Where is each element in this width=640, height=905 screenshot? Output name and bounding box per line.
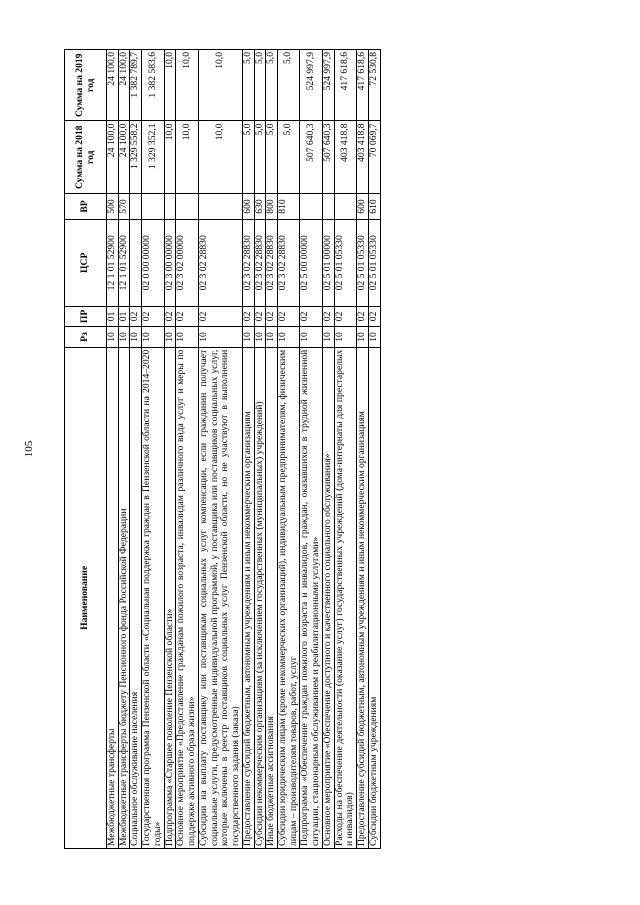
cell-sum-2018: 70 069,7	[368, 121, 380, 194]
cell-sum-2019: 10,0	[198, 50, 242, 122]
cell-sum-2019: 24 100,0	[107, 50, 119, 122]
cell-pr: 02	[334, 306, 356, 327]
cell-vr	[334, 194, 356, 220]
cell-pr: 02	[278, 306, 300, 327]
cell-sum-2019: 5,0	[278, 50, 300, 122]
table-row	[118, 50, 130, 849]
cell-vr: 570	[118, 194, 130, 220]
cell-name: Подпрограмма «Старшее поколение Пензенской области»	[164, 347, 176, 848]
cell-sum-2019: 10,0	[164, 50, 176, 122]
cell-rz: 10	[107, 327, 119, 348]
cell-name: Иные бюджетные ассигнования	[266, 347, 278, 848]
cell-rz: 10	[164, 327, 176, 348]
table-row	[107, 50, 119, 849]
cell-sum-2018: 5,0	[242, 121, 254, 194]
cell-csr: 02 3 02 28830	[266, 220, 278, 307]
cell-csr: 02 3 02 28830	[254, 220, 266, 307]
cell-sum-2019: 524 997,9	[322, 50, 334, 122]
cell-csr: 02 3 00 00000	[164, 220, 176, 307]
cell-csr: 02 0 00 00000	[142, 220, 164, 307]
table-row	[164, 50, 176, 849]
cell-rz: 10	[357, 327, 369, 348]
page-number: 105	[23, 440, 35, 458]
header-name: Наименование	[65, 347, 107, 848]
cell-vr: 800	[266, 194, 278, 220]
cell-sum-2019: 417 618,6	[334, 50, 356, 122]
cell-name: Межбюджетные трансферты бюджету Пенсионного фонда Российской Федерации	[118, 347, 130, 848]
cell-sum-2018: 403 418,8	[357, 121, 369, 194]
cell-vr	[322, 194, 334, 220]
cell-sum-2019: 24 100,0	[118, 50, 130, 122]
table-row	[176, 50, 198, 849]
cell-vr	[300, 194, 322, 220]
cell-vr	[130, 194, 142, 220]
cell-name: Межбюджетные трансферты	[107, 347, 119, 848]
cell-name: Социальное обслуживание населения	[130, 347, 142, 848]
cell-sum-2018: 1 329 558,2	[130, 121, 142, 194]
header-csr: ЦСР	[65, 220, 107, 307]
table-row	[368, 50, 380, 849]
cell-vr: 600	[242, 194, 254, 220]
cell-vr: 810	[278, 194, 300, 220]
cell-sum-2018: 5,0	[266, 121, 278, 194]
cell-name: Подпрограмма «Обеспечение граждан пожилого возраста и инвалидов, граждан, оказавшихся в трудной жизненной ситуации, стационарным обслуживанием и реабилитационными услугами»	[300, 347, 322, 848]
cell-sum-2018: 5,0	[278, 121, 300, 194]
header-sum-2019: Сумма на 2019 год	[65, 50, 107, 122]
cell-pr: 02	[368, 306, 380, 327]
cell-csr: 12 1 01 52900	[107, 220, 119, 307]
cell-rz: 10	[198, 327, 242, 348]
cell-name: Предоставление субсидий бюджетным, автономным учреждениям и иным некоммерческим организациям	[357, 347, 369, 848]
cell-csr: 02 5 00 00000	[300, 220, 322, 307]
cell-sum-2018: 403 418,8	[334, 121, 356, 194]
cell-pr: 02	[242, 306, 254, 327]
cell-vr	[142, 194, 164, 220]
cell-name: Субсидии на выплату поставщику или поставщикам социальных услуг компенсации, если гражданин получает социальные услуги, предусмотренные индивидуальной программой, у поставщика или поставщиков социальных услуг, которые включены в реестр поставщиков социальных услуг Пензенской области, но не участвуют в выполнении государственного задания (заказа)	[198, 347, 242, 848]
cell-csr: 02 5 01 05330	[334, 220, 356, 307]
cell-csr: 02 3 02 28830	[278, 220, 300, 307]
cell-sum-2019: 1 382 583,6	[142, 50, 164, 122]
cell-name: Основное мероприятие «Обеспечение доступного и качественного социального обслуживания»	[322, 347, 334, 848]
cell-sum-2018: 1 329 352,1	[142, 121, 164, 194]
cell-sum-2019: 10,0	[176, 50, 198, 122]
header-pr: ПР	[65, 306, 107, 327]
cell-sum-2018: 24 100,0	[118, 121, 130, 194]
cell-name: Расходы на обеспечение деятельности (оказание услуг) государственных учреждений (дома-интернаты для престарелых и инвалидов)	[334, 347, 356, 848]
cell-rz: 10	[242, 327, 254, 348]
cell-pr: 01	[107, 306, 119, 327]
cell-csr: 12 1 01 52900	[118, 220, 130, 307]
cell-csr: 02 3 02 00000	[176, 220, 198, 307]
cell-name: Субсидии некоммерческим организациям (за исключением государственных (муниципальных) учреждений)	[254, 347, 266, 848]
budget-table	[64, 49, 381, 849]
cell-rz: 10	[334, 327, 356, 348]
cell-sum-2019: 417 618,6	[357, 50, 369, 122]
table-row	[334, 50, 356, 849]
cell-pr: 01	[118, 306, 130, 327]
cell-sum-2018: 10,0	[198, 121, 242, 194]
cell-name: Субсидии бюджетным учреждениям	[368, 347, 380, 848]
cell-sum-2018: 507 640,3	[322, 121, 334, 194]
cell-pr: 02	[266, 306, 278, 327]
cell-vr	[198, 194, 242, 220]
cell-name: Государственная программа Пензенской области «Социальная поддержка граждан в Пензенской области на 2014–2020 годы»	[142, 347, 164, 848]
cell-name: Предоставление субсидий бюджетным, автономным учреждениям и иным некоммерческим организациям	[242, 347, 254, 848]
cell-csr: 02 5 01 05330	[357, 220, 369, 307]
header-sum-2018: Сумма на 2018 год	[65, 121, 107, 194]
cell-csr	[130, 220, 142, 307]
cell-pr: 02	[164, 306, 176, 327]
cell-pr: 02	[254, 306, 266, 327]
cell-pr: 02	[130, 306, 142, 327]
cell-vr: 630	[254, 194, 266, 220]
table-row	[130, 50, 142, 849]
table-row	[322, 50, 334, 849]
cell-vr	[176, 194, 198, 220]
cell-sum-2018: 10,0	[164, 121, 176, 194]
table-body	[107, 50, 381, 849]
cell-csr: 02 3 02 28830	[242, 220, 254, 307]
cell-rz: 10	[278, 327, 300, 348]
table-row	[142, 50, 164, 849]
cell-csr: 02 3 02 28830	[198, 220, 242, 307]
cell-rz: 10	[254, 327, 266, 348]
cell-pr: 02	[357, 306, 369, 327]
cell-vr: 610	[368, 194, 380, 220]
table-header-row	[65, 50, 107, 849]
cell-sum-2018: 5,0	[254, 121, 266, 194]
cell-vr: 600	[357, 194, 369, 220]
cell-name: Субсидии юридическим лицам (кроме некоммерческих организаций), индивидуальным предпринимателям, физическим лицам – производителям товаров, работ, услуг	[278, 347, 300, 848]
table-row	[254, 50, 266, 849]
cell-pr: 02	[300, 306, 322, 327]
cell-rz: 10	[300, 327, 322, 348]
cell-pr: 02	[142, 306, 164, 327]
table-row	[357, 50, 369, 849]
table-row	[266, 50, 278, 849]
cell-rz: 10	[176, 327, 198, 348]
cell-rz: 10	[266, 327, 278, 348]
cell-sum-2019: 524 997,9	[300, 50, 322, 122]
cell-sum-2018: 24 100,0	[107, 121, 119, 194]
cell-sum-2019: 5,0	[254, 50, 266, 122]
header-rz: Рз	[65, 327, 107, 348]
cell-rz: 10	[130, 327, 142, 348]
cell-name: Основное мероприятие «Предоставление гражданам пожилого возраста, инвалидам различного вида услуг и меры по поддержке активного образа жизни»	[176, 347, 198, 848]
cell-vr: 500	[107, 194, 119, 220]
cell-vr	[164, 194, 176, 220]
cell-pr: 02	[198, 306, 242, 327]
table-row	[300, 50, 322, 849]
cell-rz: 10	[118, 327, 130, 348]
table-row	[242, 50, 254, 849]
cell-sum-2019: 1 382 789,7	[130, 50, 142, 122]
table-row	[278, 50, 300, 849]
cell-rz: 10	[142, 327, 164, 348]
cell-csr: 02 5 01 00000	[322, 220, 334, 307]
cell-sum-2019: 72 530,8	[368, 50, 380, 122]
cell-sum-2018: 10,0	[176, 121, 198, 194]
cell-rz: 10	[322, 327, 334, 348]
table-row	[198, 50, 242, 849]
cell-pr: 02	[322, 306, 334, 327]
cell-pr: 02	[176, 306, 198, 327]
rotated-page	[64, 49, 586, 849]
cell-sum-2019: 5,0	[266, 50, 278, 122]
cell-sum-2019: 5,0	[242, 50, 254, 122]
cell-csr: 02 5 01 05330	[368, 220, 380, 307]
header-vr: ВР	[65, 194, 107, 220]
cell-sum-2018: 507 640,3	[300, 121, 322, 194]
cell-rz: 10	[368, 327, 380, 348]
